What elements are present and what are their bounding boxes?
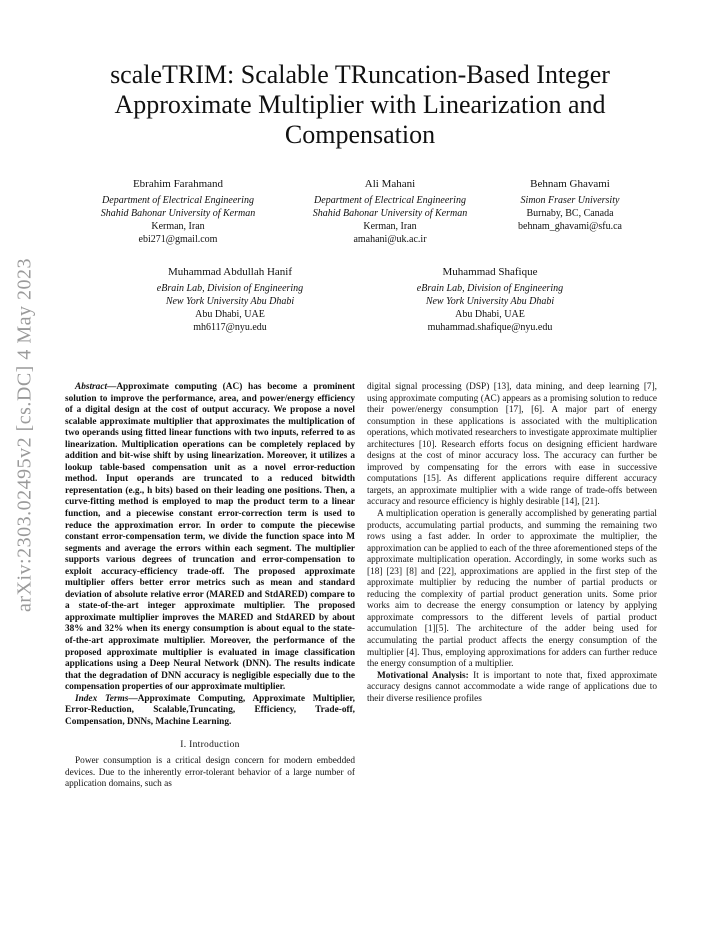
motivational-analysis-label: Motivational Analysis: [377,670,469,681]
author-department: eBrain Lab, Division of Engineering [156,283,304,294]
index-terms-label: Index Terms [75,693,129,704]
paper-title: scaleTRIM: Scalable TRuncation-Based Integer Approximate Multiplier with Linearization and Compensation [110,60,610,149]
abstract [65,382,355,694]
author-organization: New York University Abu Dhabi [165,296,295,307]
author-name: Behnam Ghavami [530,178,610,190]
section-heading: I. Introduction [180,740,240,751]
author-name: Ebrahim Farahmand [132,178,224,190]
body-paragraph-3 [367,671,657,706]
author-department: Department of Electrical Engineering [102,195,254,206]
author-email: behnam_ghavami@sfu.ca [518,221,622,232]
right-column [367,382,657,705]
author-organization: Shahid Bahonar University of Kerman [312,208,468,219]
author-department: eBrain Lab, Division of Engineering [416,283,564,294]
left-column [65,382,355,791]
author-block-3 [495,178,645,233]
author-block-1 [78,178,278,246]
author-location: Kerman, Iran [151,221,205,232]
author-name: Ali Mahani [364,178,416,190]
index-terms [65,694,355,729]
author-block-5 [390,266,590,334]
author-location: Abu Dhabi, UAE [195,309,265,320]
arxiv-identifier [8,215,42,655]
author-location: Kerman, Iran [363,221,417,232]
abstract-label: Abstract [75,382,108,392]
body-paragraph-1: digital signal processing (DSP) [13], data mining, and deep learning [7], using approximate computing (AC) appears as a promising solution to reduce their power/energy consumption [17], [6]. A major part of energy consumption in these applications is associated with the multiplication operations, which motivated researchers to investigate approximate multiplier architectures [10]. Research efforts focus on designing efficient hardware designs at the cost of minor accuracy loss. The accuracy can further be improved by compensating for the errors with ease in successive computations [15]. As different applications require different accuracy targets, an approximate multiplier with a wide range of trade-offs between accuracy and resource efficiency is highly desirable [14], [21]. [367,382,657,508]
author-organization: Shahid Bahonar University of Kerman [100,208,256,219]
author-location: Burnaby, BC, Canada [526,208,614,219]
abstract-text: —Approximate computing (AC) has become a prominent solution to improve the performance, area, and power/energy efficiency of a digital design at the cost of output accuracy. We propose a novel scalable approximate multiplier that approximates the multiplication of two operands using fitted linear functions with two inputs, referred to as linearization. Multiplication operations can be completely replaced by addition and bit-wise shift by using linearization. Moreover, it utilizes a lookup table-based compensation unit as a novel error-reduction method. Input operands are truncated to a reduced bitwidth representation (e.g., h bits) based on their leading one positions. Then, a curve-fitting method is employed to map the product term to a linear function, and a piecewise constant error-correction term is used to reduce the approximation error. In order to compute the piecewise constant error-compensation term, we divide the function space into M segments and average the errors within each segment. The multiplier supports various degrees of truncation and error-compensation to exploit accuracy-efficiency trade-off. The proposed approximate multiplier offers better error metrics such as mean and standard deviation of absolute relative error (MARED and StdARED) compare to a state-of-the-art integer approximate multiplier. The proposed approximate multiplier improves the MARED and StdARED by about 38% and 32% when its energy consumption is about equal to the state-of-the-art approximate multiplier. Moreover, the performance of the proposed approximate multiplier is evaluated in image classification applications using a Deep Neural Network (DNN). The results indicate that the degradation of DNN accuracy is negligible especially due to the compensation properties of our approximate multiplier. [65,382,355,693]
author-location: Abu Dhabi, UAE [455,309,525,320]
author-organization: New York University Abu Dhabi [425,296,555,307]
body-paragraph-2: A multiplication operation is generally accomplished by generating partial products, accumulating partial products, and summing the remaining two rows using a fast adder. In order to approximate the multiplier, the approximation can be applied to each of the three aforementioned steps of the approximate multiplication operation. Accordingly, in some works such as [18] [23] [8] and [22], approximations are applied in the first step of the approximate multiplier by reducing the number of partial products or reducing the complexity of partial product generation units. Some prior works aim to decrease the energy consumption or latency by applying approximate compressors to the different levels of partial product accumulation [1][5]. The architecture of the adder being used for accumulating the partial product affects the energy consumption of the multiplier [4]. Thus, employing approximations for adders can further reduce the energy consumption of a multiplier. [367,509,657,670]
author-block-4 [130,266,330,334]
index-terms-text: —Approximate Computing, Approximate Multiplier, Error-Reduction, Scalable,Truncating, Efficiency, Trade-off, Compensation, DNNs, Machine Learning. [65,693,355,727]
author-email: muhammad.shafique@nyu.edu [427,322,553,333]
author-email: amahani@uk.ac.ir [353,234,427,245]
motivational-analysis-text: It is important to note that, fixed approximate accuracy designs cannot accommodate a wide range of applications due to their diverse resilience profiles [367,670,657,704]
intro-paragraph: Power consumption is a critical design concern for modern embedded devices. Due to the inherently error-tolerant behavior of a large number of application domains, such as [65,755,355,790]
author-email: ebi271@gmail.com [138,234,218,245]
author-email: mh6117@nyu.edu [193,322,267,333]
arxiv-identifier-text: arXiv:2303.02495v2 [cs.DC] 4 May 2023 [13,257,36,613]
author-block-2 [290,178,490,246]
author-department: Department of Electrical Engineering [314,195,466,206]
author-name: Muhammad Abdullah Hanif [167,266,293,278]
author-department: Simon Fraser University [520,195,620,206]
author-name: Muhammad Shafique [442,266,538,278]
